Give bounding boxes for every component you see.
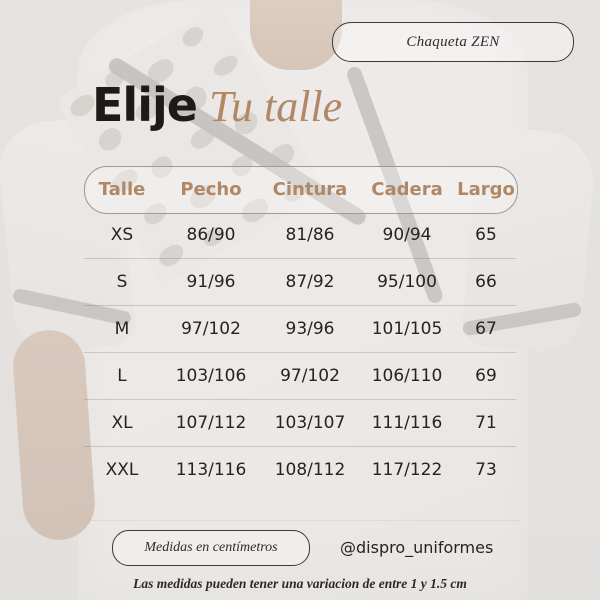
cell-pecho: 86/90 — [186, 225, 236, 245]
cell-largo: 65 — [475, 225, 497, 245]
cell-cadera: 106/110 — [371, 366, 443, 386]
cell-talle: XXL — [105, 460, 139, 480]
cell-cintura: 93/96 — [285, 319, 335, 339]
table-header-row — [84, 166, 516, 212]
cell-cintura: 87/92 — [285, 272, 335, 292]
column-header-talle: Talle — [98, 178, 146, 200]
page-title-bold: Elije — [92, 78, 197, 132]
cell-talle: XL — [111, 413, 133, 433]
column-header-largo: Largo — [457, 178, 515, 200]
column-header-cintura: Cintura — [272, 178, 348, 200]
cell-pecho: 113/116 — [175, 460, 247, 480]
cell-cadera: 117/122 — [371, 460, 443, 480]
cell-talle: S — [116, 272, 128, 292]
size-table — [84, 166, 516, 493]
cell-pecho: 91/96 — [186, 272, 236, 292]
cell-largo: 66 — [475, 272, 497, 292]
units-badge-label: Medidas en centímetros — [144, 540, 278, 555]
page-title — [92, 78, 342, 132]
table-row — [84, 446, 516, 493]
cell-cadera: 111/116 — [371, 413, 443, 433]
table-row — [84, 212, 516, 258]
page-title-script: Tu talle — [208, 82, 343, 131]
cell-cadera: 101/105 — [371, 319, 443, 339]
social-handle: @dispro_uniformes — [340, 538, 494, 557]
column-header-cadera: Cadera — [371, 178, 443, 200]
cell-cadera: 90/94 — [382, 225, 432, 245]
cell-pecho: 107/112 — [175, 413, 247, 433]
cell-largo: 67 — [475, 319, 497, 339]
cell-cintura: 103/107 — [274, 413, 346, 433]
cell-pecho: 103/106 — [175, 366, 247, 386]
disclaimer-text: Las medidas pueden tener una variacion de entre 1 y 1.5 cm — [133, 576, 467, 591]
cell-largo: 71 — [475, 413, 497, 433]
table-row — [84, 305, 516, 352]
cell-cintura: 81/86 — [285, 225, 335, 245]
product-badge-label: Chaqueta ZEN — [406, 33, 500, 50]
cell-pecho: 97/102 — [181, 319, 241, 339]
column-header-pecho: Pecho — [180, 178, 242, 200]
table-row — [84, 352, 516, 399]
table-row — [84, 399, 516, 446]
cell-cintura: 108/112 — [274, 460, 346, 480]
cell-talle: M — [114, 319, 130, 339]
units-badge — [112, 530, 310, 566]
table-row — [84, 258, 516, 305]
cell-largo: 69 — [475, 366, 497, 386]
product-badge — [332, 22, 574, 62]
cell-cadera: 95/100 — [377, 272, 437, 292]
cell-talle: XS — [110, 225, 134, 245]
cell-cintura: 97/102 — [280, 366, 340, 386]
cell-largo: 73 — [475, 460, 497, 480]
cell-talle: L — [117, 366, 127, 386]
